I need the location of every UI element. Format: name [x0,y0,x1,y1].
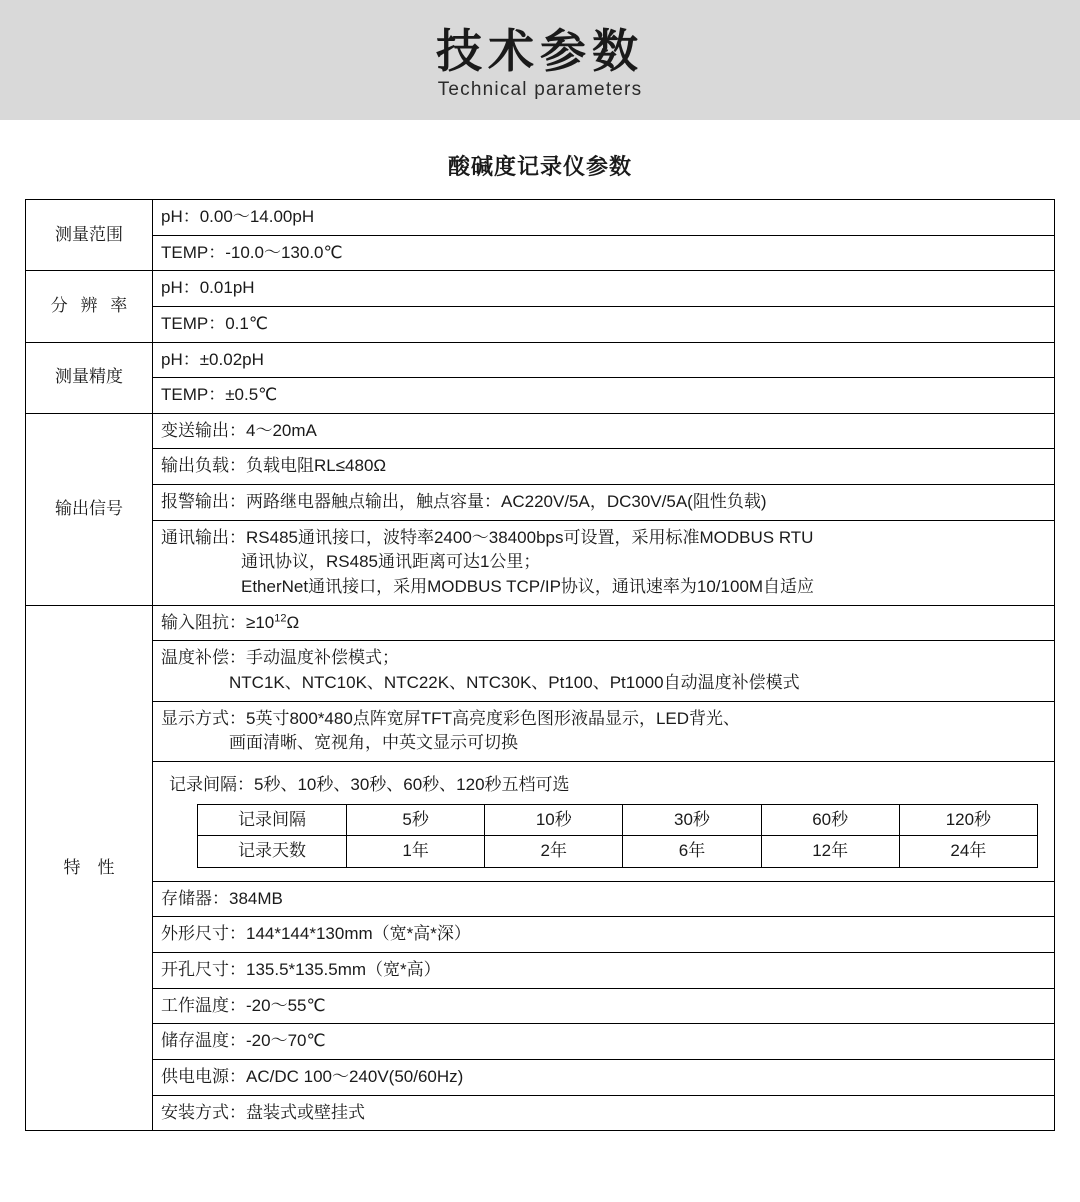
table-row [26,917,1055,953]
output-alarm-value: 报警输出：两路继电器触点输出，触点容量：AC220V/5A，DC30V/5A(阻性负载) [153,485,1055,521]
banner-title-en: Technical parameters [437,79,643,101]
comm-line-3: EtherNet通讯接口，采用MODBUS TCP/IP协议，通讯速率为10/100M自适应 [241,577,815,597]
range-temp-value: TEMP：-10.0～130.0℃ [153,235,1055,271]
table-row [26,1024,1055,1060]
output-comm-value [153,520,1055,605]
record-interval-block [161,767,1046,876]
spec-table [25,199,1055,1131]
table-row [26,988,1055,1024]
table-row [26,306,1055,342]
row-label-resolution: 分 辨 率 [26,271,153,342]
table-row [26,701,1055,761]
feature-record-interval-cell [153,761,1055,881]
display-line-2: 画面清晰、宽视角，中英文显示可切换 [229,733,518,753]
spec-table-wrapper [25,199,1055,1131]
days-cell: 2年 [485,836,623,868]
feature-work-temp-value: 工作温度：-20～55℃ [153,988,1055,1024]
impedance-suffix: Ω [286,612,300,632]
row-label-features: 特 性 [26,605,153,1131]
feature-storage-value: 存储器：384MB [153,881,1055,917]
accuracy-ph-value: pH：±0.02pH [153,342,1055,378]
table-row [26,271,1055,307]
feature-power-value: 供电电源：AC/DC 100～240V(50/60Hz) [153,1060,1055,1096]
table-row [26,235,1055,271]
table-row [26,485,1055,521]
feature-cutout-value: 开孔尺寸：135.5*135.5mm（宽*高） [153,953,1055,989]
table-row [26,200,1055,236]
header-banner [0,0,1080,120]
interval-cell: 120秒 [899,804,1037,836]
range-ph-value: pH：0.00～14.00pH [153,200,1055,236]
table-row [26,881,1055,917]
table-row [26,605,1055,641]
days-cell: 1年 [347,836,485,868]
temp-comp-line-2: NTC1K、NTC10K、NTC22K、NTC30K、Pt100、Pt1000自动温度补偿模式 [229,672,800,692]
comm-line-1: 通讯输出：RS485通讯接口，波特率2400～38400bps可设置，采用标准MODBUS RTU [161,527,814,547]
record-interval-heading: 记录间隔：5秒、10秒、30秒、60秒、120秒五档可选 [169,774,570,794]
temp-comp-line-1: 温度补偿：手动温度补偿模式； [161,648,399,668]
interval-row-label: 记录间隔 [198,804,347,836]
table-row [198,836,1038,868]
feature-dimension-value: 外形尺寸：144*144*130mm（宽*高*深） [153,917,1055,953]
days-cell: 6年 [623,836,761,868]
resolution-ph-value: pH：0.01pH [153,271,1055,307]
interval-cell: 30秒 [623,804,761,836]
interval-cell: 5秒 [347,804,485,836]
feature-impedance-value [153,605,1055,641]
table-row [26,342,1055,378]
table-row [26,761,1055,881]
table-row [198,804,1038,836]
table-row [26,953,1055,989]
output-load-value: 输出负载：负载电阻RL≤480Ω [153,449,1055,485]
interval-cell: 60秒 [761,804,899,836]
days-cell: 24年 [899,836,1037,868]
page-title: 酸碱度记录仪参数 [447,154,632,179]
table-row [26,1060,1055,1096]
impedance-exponent: 12 [274,612,287,625]
table-row [26,520,1055,605]
table-row [26,413,1055,449]
row-label-accuracy: 测量精度 [26,342,153,413]
feature-mount-value: 安装方式：盘装式或壁挂式 [153,1095,1055,1131]
table-row [26,449,1055,485]
banner-title-cn: 技术参数 [436,24,644,77]
table-row [26,1095,1055,1131]
row-label-range: 测量范围 [26,200,153,271]
row-label-output: 输出信号 [26,413,153,605]
record-interval-table [197,804,1038,868]
feature-temp-compensation-value [153,641,1055,701]
table-row [26,641,1055,701]
feature-store-temp-value: 储存温度：-20～70℃ [153,1024,1055,1060]
feature-display-value [153,701,1055,761]
impedance-prefix: 输入阻抗：≥10 [161,612,275,632]
days-cell: 12年 [761,836,899,868]
output-transmit-value: 变送输出：4～20mA [153,413,1055,449]
accuracy-temp-value: TEMP：±0.5℃ [153,378,1055,414]
table-row [26,378,1055,414]
display-line-1: 显示方式：5英寸800*480点阵宽屏TFT高亮度彩色图形液晶显示，LED背光、 [161,708,741,728]
interval-cell: 10秒 [485,804,623,836]
comm-line-2: 通讯协议，RS485通讯距离可达1公里； [241,552,541,572]
resolution-temp-value: TEMP：0.1℃ [153,306,1055,342]
days-row-label: 记录天数 [198,836,347,868]
